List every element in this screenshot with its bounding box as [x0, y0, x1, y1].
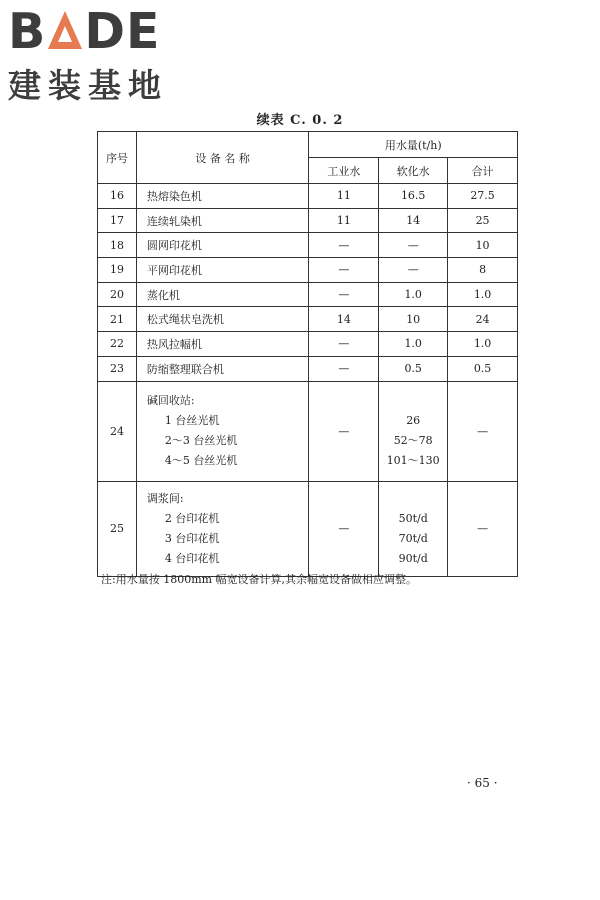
soft-cell: 16.5	[379, 184, 448, 209]
industrial-cell: —	[309, 481, 379, 576]
industrial-cell: —	[309, 233, 379, 258]
soft-group-cell	[379, 381, 448, 481]
table-row	[98, 258, 518, 283]
seq-cell: 21	[98, 307, 137, 332]
table-row-group	[98, 481, 518, 576]
equipment-cell: 热风拉幅机	[136, 332, 309, 357]
equipment-group-cell	[136, 481, 309, 576]
total-cell: 25	[448, 208, 518, 233]
group-item: 4 台印花机	[164, 551, 220, 565]
table-header-row	[98, 132, 518, 158]
soft-value: 50t/d	[398, 511, 428, 525]
header-water-usage: 用水量(t/h)	[309, 132, 518, 158]
logo-wordmark	[8, 3, 183, 60]
group-item: 3 台印花机	[164, 531, 220, 545]
industrial-cell: —	[309, 332, 379, 357]
soft-cell: 10	[379, 307, 448, 332]
group-title: 调浆间:	[146, 491, 184, 505]
soft-value: 101～130	[386, 454, 440, 467]
seq-cell: 17	[98, 208, 137, 233]
table-row	[98, 356, 518, 381]
header-name: 设 备 名 称	[136, 132, 309, 184]
total-cell: 10	[448, 233, 518, 258]
group-item: 1 台丝光机	[164, 414, 220, 427]
table-caption: 续表 C. 0. 2	[256, 113, 344, 128]
soft-value: 90t/d	[398, 551, 428, 565]
total-cell: 27.5	[448, 184, 518, 209]
soft-cell: 0.5	[379, 356, 448, 381]
seq-cell: 18	[98, 233, 137, 258]
seq-cell: 24	[98, 381, 137, 481]
equipment-group-cell	[136, 381, 309, 481]
industrial-cell: —	[309, 356, 379, 381]
equipment-cell: 防缩整理联合机	[136, 356, 309, 381]
logo-a-triangle-icon	[47, 10, 83, 50]
soft-cell: —	[379, 233, 448, 258]
group-item: 2 台印花机	[164, 511, 220, 525]
total-cell: 8	[448, 258, 518, 283]
group-title: 碱回收站:	[146, 394, 195, 407]
industrial-cell: —	[309, 282, 379, 307]
logo-letters-de: DE	[84, 3, 161, 60]
header-seq: 序号	[98, 132, 137, 184]
industrial-cell: —	[309, 258, 379, 283]
header-soft: 软化水	[379, 158, 448, 184]
soft-group-cell	[379, 481, 448, 576]
group-item: 4～5 台丝光机	[164, 454, 238, 467]
total-cell: 1.0	[448, 282, 518, 307]
total-cell: —	[448, 481, 518, 576]
total-cell: 1.0	[448, 332, 518, 357]
industrial-cell: 14	[309, 307, 379, 332]
soft-cell: 1.0	[379, 282, 448, 307]
total-cell: 0.5	[448, 356, 518, 381]
header-industrial: 工业水	[309, 158, 379, 184]
soft-cell: —	[379, 258, 448, 283]
logo-letter-b: B	[8, 3, 47, 60]
table-row	[98, 332, 518, 357]
total-cell: —	[448, 381, 518, 481]
seq-cell: 16	[98, 184, 137, 209]
table-row	[98, 307, 518, 332]
table-row	[98, 208, 518, 233]
equipment-cell: 松式绳状皂洗机	[136, 307, 309, 332]
logo	[8, 3, 183, 107]
soft-cell: 14	[379, 208, 448, 233]
logo-chinese: 建装基地	[8, 66, 168, 105]
soft-cell: 1.0	[379, 332, 448, 357]
equipment-cell: 平网印花机	[136, 258, 309, 283]
seq-cell: 22	[98, 332, 137, 357]
soft-value: 26	[406, 414, 421, 427]
table-row	[98, 184, 518, 209]
equipment-cell: 热熔染色机	[136, 184, 309, 209]
industrial-cell: 11	[309, 184, 379, 209]
header-total: 合计	[448, 158, 518, 184]
industrial-cell: 11	[309, 208, 379, 233]
total-cell: 24	[448, 307, 518, 332]
page-number: · 65 ·	[467, 776, 498, 790]
seq-cell: 25	[98, 481, 137, 576]
table-row	[98, 282, 518, 307]
soft-value: 70t/d	[398, 531, 428, 545]
seq-cell: 19	[98, 258, 137, 283]
soft-value: 52～78	[393, 434, 433, 447]
seq-cell: 20	[98, 282, 137, 307]
equipment-cell: 圆网印花机	[136, 233, 309, 258]
seq-cell: 23	[98, 356, 137, 381]
footnote: 注:用水量按 1800mm 幅宽设备计算,其余幅宽设备做相应调整。	[101, 573, 418, 586]
group-item: 2～3 台丝光机	[164, 434, 238, 447]
table-row	[98, 233, 518, 258]
industrial-cell: —	[309, 381, 379, 481]
table-row-group	[98, 381, 518, 481]
water-usage-table	[97, 131, 518, 577]
equipment-cell: 蒸化机	[136, 282, 309, 307]
equipment-cell: 连续轧染机	[136, 208, 309, 233]
